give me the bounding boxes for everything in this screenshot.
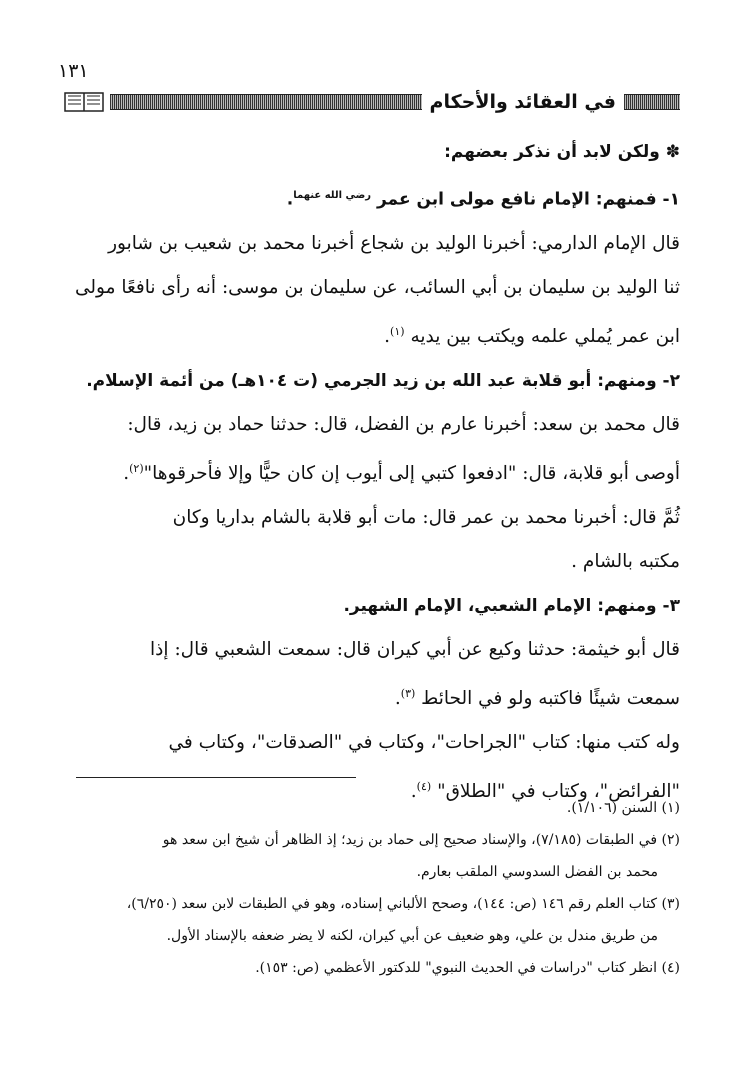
footnote-continuation: محمد بن الفضل السدوسي الملقب بعارم. [416, 864, 658, 880]
paragraph-line: قال محمد بن سعد: أخبرنا عارم بن الفضل، قال: حدثنا حماد بن زيد، قال: [127, 413, 680, 435]
heading-abu-qilaba: ٢- ومنهم: أبو قلابة عبد الله بن زيد الجرمي (ت ١٠٤هـ) من أئمة الإسلام. [86, 370, 680, 391]
heading-nafi: ١- فمنهم: الإمام نافع مولى ابن عمر $^{رضي الله عنهما}$. [286, 189, 680, 210]
intro-line: ✽ ولكن لابد أن نذكر بعضهم: [444, 142, 680, 162]
header-title: في العقائد والأحكام [429, 91, 616, 113]
paragraph-line: قال الإمام الدارمي: أخبرنا الوليد بن شجاع أخبرنا محمد بن شعيب بن شابور [108, 232, 680, 254]
footnote: (٢) في الطبقات (٧/١٨٥)، والإسناد صحيح إلى حماد بن زيد؛ إذ الظاهر أن شيخ ابن سعد هو [162, 832, 680, 848]
paragraph-line: مكتبه بالشام . [571, 550, 680, 572]
paragraph-line: ثنا الوليد بن سليمان بن أبي السائب، عن سليمان بن موسى: أنه رأى نافعًا مولى [74, 276, 680, 298]
honorific-seal: رضي الله عنهما [293, 190, 372, 201]
footnote: (١) السنن (١/١٠٦). [566, 800, 680, 816]
header-ornament-right [624, 94, 680, 110]
footnote-divider [76, 777, 356, 778]
footnote: (٣) كتاب العلم رقم ١٤٦ (ص: ١٤٤)، وصحح الألباني إسناده، وهو في الطبقات لابن سعد (٦/٢٥٠)، [126, 896, 680, 912]
page-number: ١٣١ [58, 60, 89, 82]
header-ornament-left [110, 94, 422, 110]
footnote-ref: (٣) [400, 686, 416, 700]
footnote-ref: (٢) [129, 461, 144, 475]
paragraph-line: ثُمَّ قال: أخبرنا محمد بن عمر قال: مات أبو قلابة بالشام بداريا وكان [172, 506, 680, 528]
main-text [64, 130, 680, 814]
open-book-icon [64, 91, 104, 113]
paragraph-line: وله كتب منها: كتاب "الجراحات"، وكتاب في "الصدقات"، وكتاب في [168, 732, 680, 754]
heading-shabi: ٣- ومنهم: الإمام الشعبي، الإمام الشهير. [343, 595, 680, 616]
running-header [64, 85, 680, 119]
footnote-ref: (٤) [416, 780, 432, 794]
paragraph-line: أوصى أبو قلابة، قال: "ادفعوا كتبي إلى أيوب إن كان حيًّا وإلا فأحرقوها"$^{(٢)}$. [123, 461, 680, 484]
footnote-continuation: من طريق مندل بن علي، وهو ضعيف عن أبي كيران، لكنه لا يضر ضعفه بالإسناد الأول. [166, 928, 658, 944]
paragraph-line: سمعت شيئًا فاكتبه ولو في الحائط $^{(٣)}$. [394, 686, 680, 710]
paragraph-line: ابن عمر يُملي علمه ويكتب بين يديه $^{(١)}$. [384, 324, 680, 347]
paragraph-line: قال أبو خيثمة: حدثنا وكيع عن أبي كيران قال: سمعت الشعبي قال: إذا [150, 638, 680, 660]
footnote: (٤) انظر كتاب "دراسات في الحديث النبوي" للدكتور الأعظمي (ص: ١٥٣). [255, 960, 680, 976]
footnote-ref: (١) [390, 324, 405, 338]
footnotes [64, 792, 680, 984]
paragraph-line: "الفرائض"، وكتاب في "الطلاق" $^{(٤)}$. [410, 780, 680, 803]
